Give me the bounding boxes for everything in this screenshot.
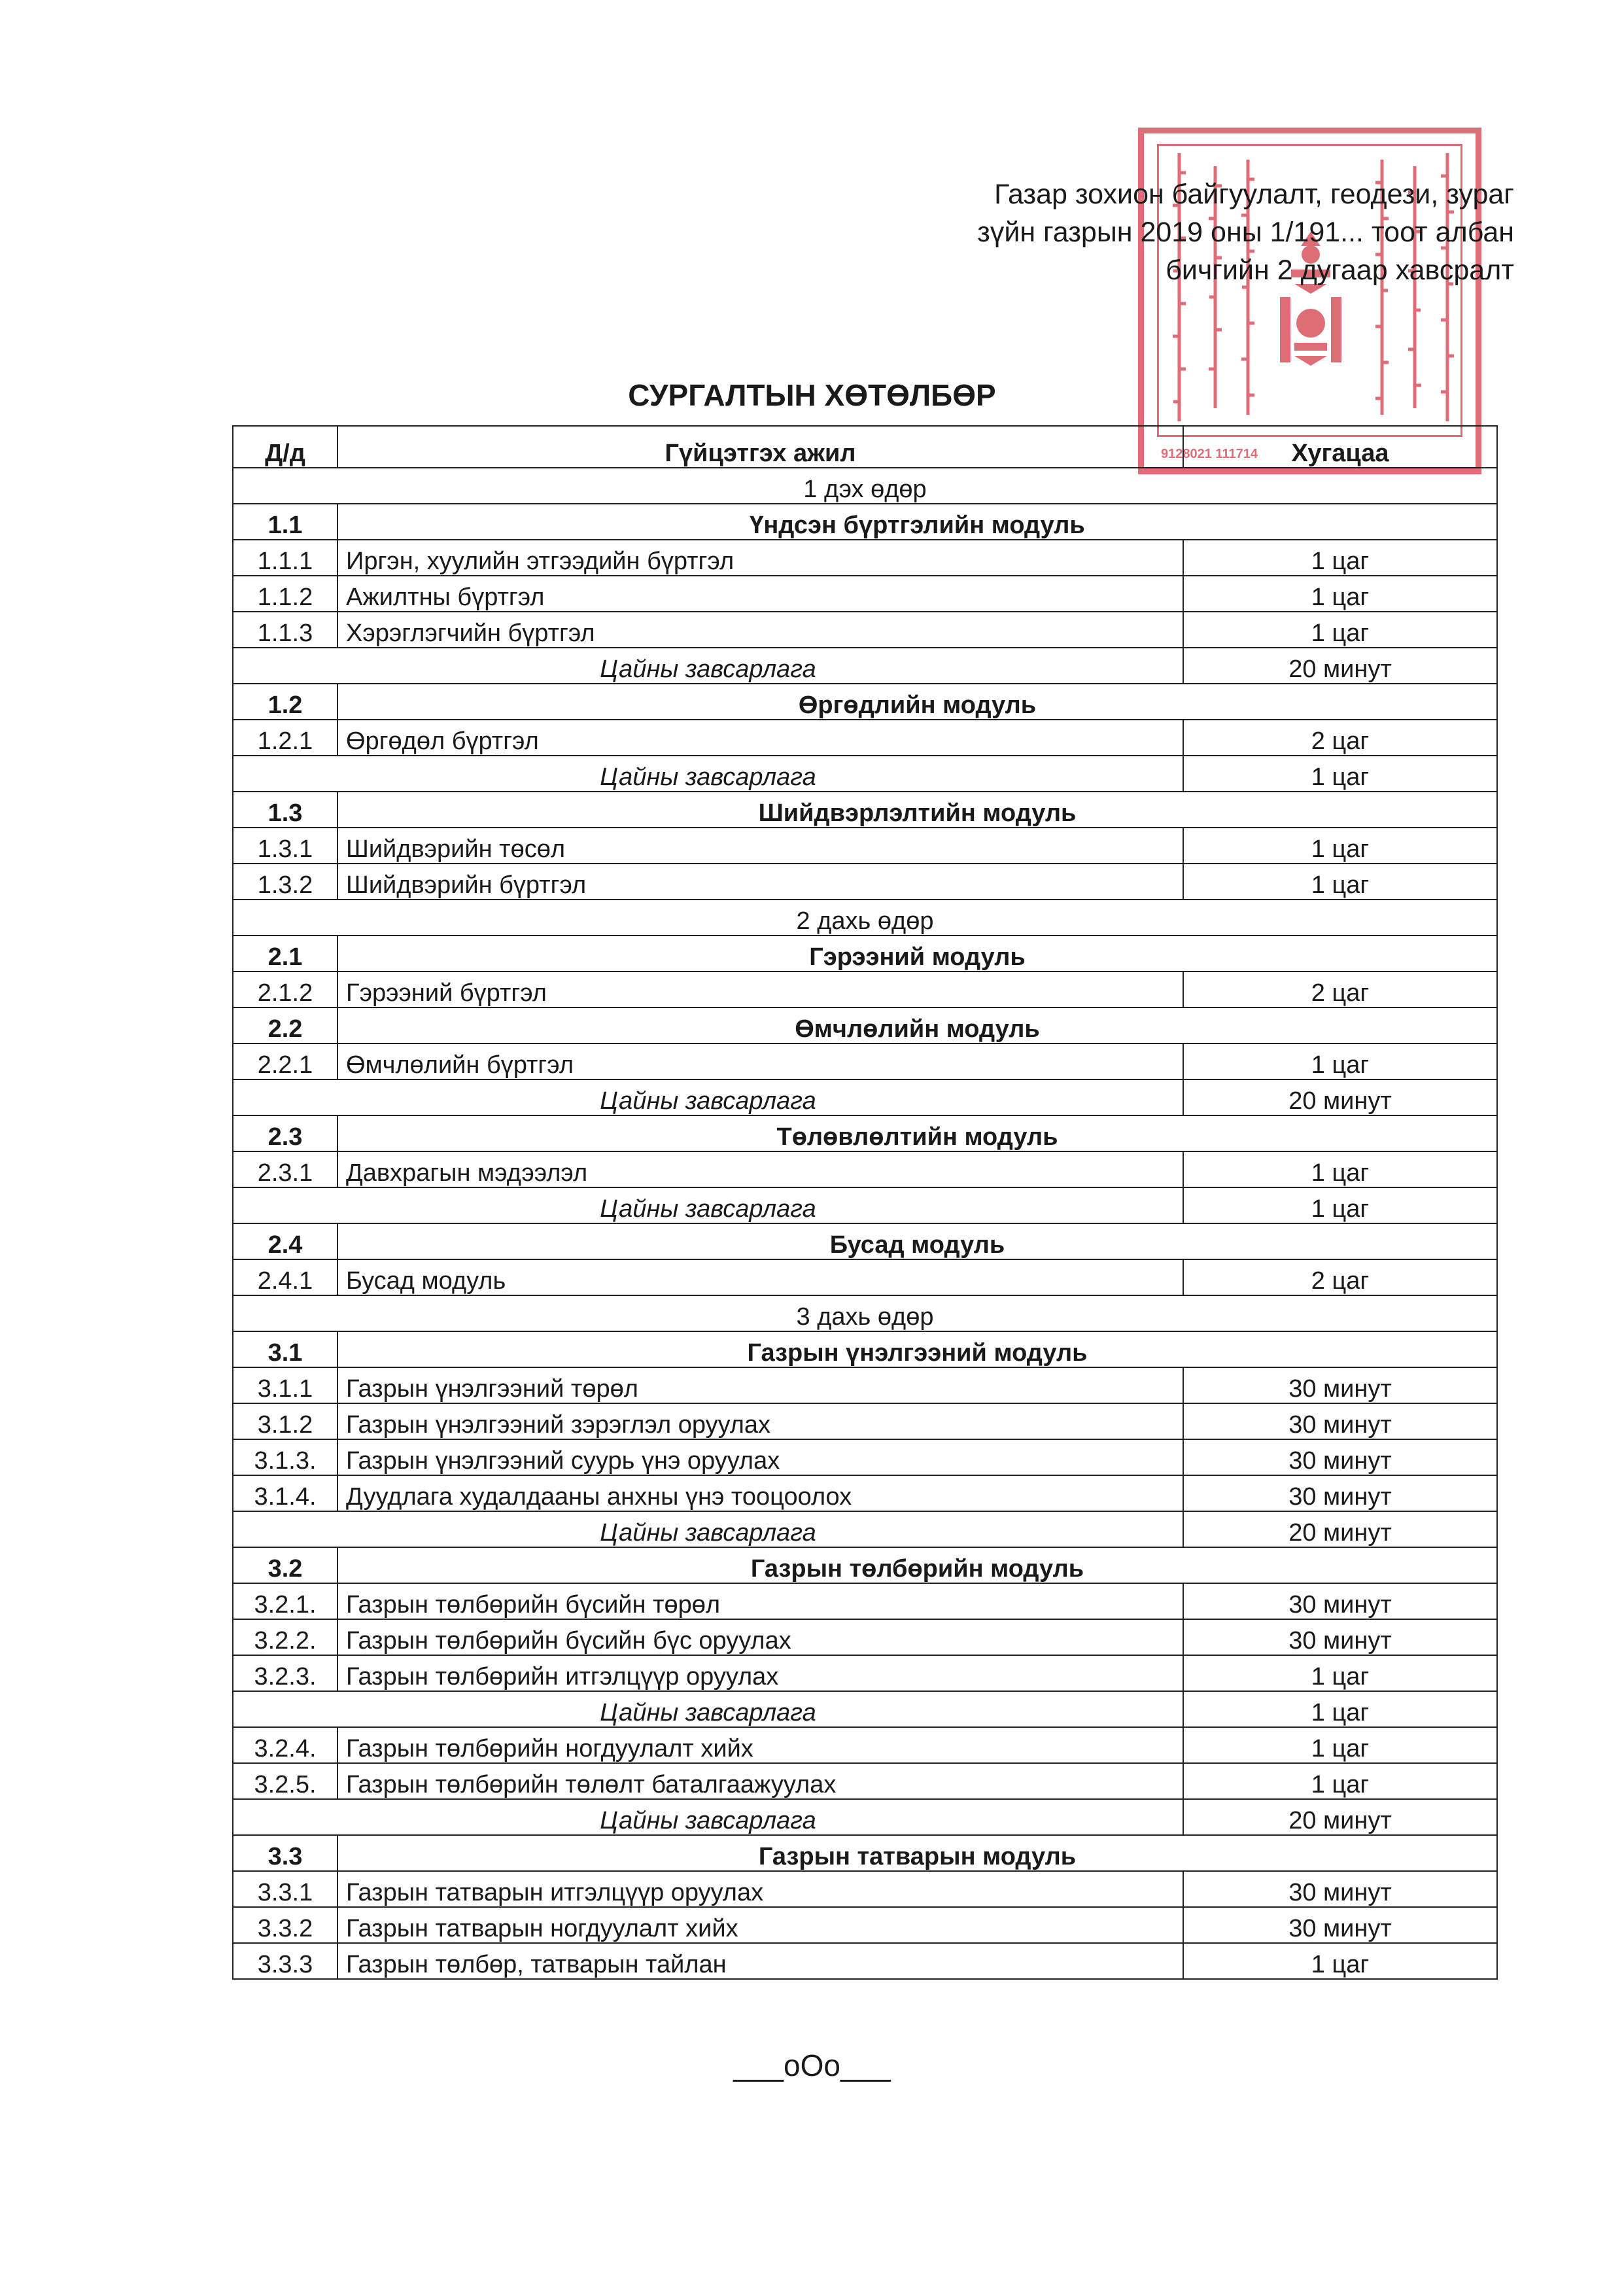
break-row: [233, 1187, 1497, 1223]
task-number: 2.1.2: [233, 972, 337, 1007]
table-row: [233, 1943, 1497, 1979]
attachment-header: [752, 175, 1514, 289]
break-label: Цайны завсарлага: [233, 1187, 1183, 1223]
module-number: 1.2: [233, 684, 337, 720]
task-duration: 2 цаг: [1183, 972, 1497, 1007]
task-duration: 1 цаг: [1183, 1943, 1497, 1979]
task-duration: 30 минут: [1183, 1583, 1497, 1619]
task-duration: 30 минут: [1183, 1403, 1497, 1439]
table-row: [233, 1907, 1497, 1943]
task-number: 2.2.1: [233, 1043, 337, 1079]
task-number: 3.2.1.: [233, 1583, 337, 1619]
module-row: [233, 1547, 1497, 1583]
table-row: [233, 576, 1497, 612]
day-label: 2 дахь өдөр: [233, 900, 1497, 936]
module-number: 2.1: [233, 936, 337, 972]
task-number: 1.1.1: [233, 540, 337, 576]
task-number: 3.3.2: [233, 1907, 337, 1943]
break-label: Цайны завсарлага: [233, 1079, 1183, 1115]
table-header-row: [233, 426, 1497, 468]
document-title: СУРГАЛТЫН ХӨТӨЛБӨР: [628, 378, 996, 412]
header-line-2: зүйн газрын 2019 оны 1/191... тоот албан: [977, 217, 1514, 248]
task-number: 3.1.2: [233, 1403, 337, 1439]
break-duration: 20 минут: [1183, 1799, 1497, 1835]
table-row: [233, 972, 1497, 1007]
table-row: [233, 1763, 1497, 1799]
task-duration: 30 минут: [1183, 1907, 1497, 1943]
header-line-1: Газар зохион байгуулалт, геодези, зураг: [994, 179, 1514, 210]
break-duration: 1 цаг: [1183, 756, 1497, 792]
stamp-numbers: 9128021 111714: [1161, 447, 1258, 461]
break-label: Цайны завсарлага: [233, 648, 1183, 684]
module-number: 1.3: [233, 792, 337, 828]
module-row: [233, 504, 1497, 540]
task-name: Газрын төлбөрийн бүсийн бүс оруулах: [337, 1619, 1183, 1655]
task-name: Газрын татварын итгэлцүүр оруулах: [337, 1871, 1183, 1907]
task-number: 3.2.2.: [233, 1619, 337, 1655]
break-duration: 20 минут: [1183, 1511, 1497, 1547]
task-duration: 1 цаг: [1183, 612, 1497, 648]
break-duration: 20 минут: [1183, 1079, 1497, 1115]
task-name: Газрын үнэлгээний суурь үнэ оруулах: [337, 1439, 1183, 1475]
column-header-number: Д/д: [233, 426, 337, 468]
day-label: 1 дэх өдөр: [233, 468, 1497, 504]
module-row: [233, 1835, 1497, 1871]
table-body: [233, 468, 1497, 1979]
table-row: [233, 1259, 1497, 1295]
break-duration: 20 минут: [1183, 648, 1497, 684]
task-name: Газрын төлбөрийн төлөлт баталгаажуулах: [337, 1763, 1183, 1799]
module-name: Гэрээний модуль: [337, 936, 1497, 972]
task-name: Давхрагын мэдээлэл: [337, 1151, 1183, 1187]
task-duration: 1 цаг: [1183, 1763, 1497, 1799]
task-name: Дуудлага худалдааны анхны үнэ тооцоолох: [337, 1475, 1183, 1511]
module-number: 3.1: [233, 1331, 337, 1367]
module-row: [233, 684, 1497, 720]
module-name: Газрын төлбөрийн модуль: [337, 1547, 1497, 1583]
module-row: [233, 1115, 1497, 1151]
task-name: Газрын төлбөрийн ногдуулалт хийх: [337, 1727, 1183, 1763]
break-label: Цайны завсарлага: [233, 1691, 1183, 1727]
module-name: Төлөвлөлтийн модуль: [337, 1115, 1497, 1151]
task-duration: 30 минут: [1183, 1619, 1497, 1655]
table-row: [233, 1871, 1497, 1907]
table-row: [233, 1583, 1497, 1619]
task-number: 1.3.1: [233, 828, 337, 864]
table-row: [233, 1367, 1497, 1403]
task-number: 1.3.2: [233, 864, 337, 900]
break-duration: 1 цаг: [1183, 1691, 1497, 1727]
break-row: [233, 1511, 1497, 1547]
header-line-3: бичгийн 2 дугаар хавсралт: [1166, 254, 1514, 286]
task-duration: 1 цаг: [1183, 1151, 1497, 1187]
task-number: 2.3.1: [233, 1151, 337, 1187]
module-number: 2.4: [233, 1223, 337, 1259]
table-row: [233, 1043, 1497, 1079]
module-name: Бусад модуль: [337, 1223, 1497, 1259]
module-row: [233, 1331, 1497, 1367]
task-name: Газрын үнэлгээний төрөл: [337, 1367, 1183, 1403]
table-row: [233, 864, 1497, 900]
column-header-duration: Хугацаа: [1183, 426, 1497, 468]
break-row: [233, 1799, 1497, 1835]
task-name: Хэрэглэгчийн бүртгэл: [337, 612, 1183, 648]
day-row: [233, 1295, 1497, 1331]
break-label: Цайны завсарлага: [233, 756, 1183, 792]
module-name: Өмчлөлийн модуль: [337, 1007, 1497, 1043]
module-name: Өргөдлийн модуль: [337, 684, 1497, 720]
task-duration: 1 цаг: [1183, 576, 1497, 612]
task-number: 3.2.5.: [233, 1763, 337, 1799]
table-row: [233, 540, 1497, 576]
day-label: 3 дахь өдөр: [233, 1295, 1497, 1331]
task-name: Ажилтны бүртгэл: [337, 576, 1183, 612]
task-number: 3.1.1: [233, 1367, 337, 1403]
task-number: 3.2.3.: [233, 1655, 337, 1691]
table-row: [233, 612, 1497, 648]
task-name: Газрын төлбөр, татварын тайлан: [337, 1943, 1183, 1979]
task-duration: 2 цаг: [1183, 720, 1497, 756]
end-mark: ___oOo___: [733, 2048, 891, 2082]
task-duration: 1 цаг: [1183, 1043, 1497, 1079]
task-name: Иргэн, хуулийн этгээдийн бүртгэл: [337, 540, 1183, 576]
module-number: 3.3: [233, 1835, 337, 1871]
task-name: Газрын төлбөрийн бүсийн төрөл: [337, 1583, 1183, 1619]
task-duration: 1 цаг: [1183, 1655, 1497, 1691]
task-number: 1.1.3: [233, 612, 337, 648]
task-name: Газрын төлбөрийн итгэлцүүр оруулах: [337, 1655, 1183, 1691]
task-name: Шийдвэрийн бүртгэл: [337, 864, 1183, 900]
task-number: 2.4.1: [233, 1259, 337, 1295]
task-number: 1.2.1: [233, 720, 337, 756]
module-number: 3.2: [233, 1547, 337, 1583]
task-duration: 1 цаг: [1183, 540, 1497, 576]
task-name: Газрын үнэлгээний зэрэглэл оруулах: [337, 1403, 1183, 1439]
break-row: [233, 756, 1497, 792]
day-row: [233, 468, 1497, 504]
table-row: [233, 1619, 1497, 1655]
task-name: Гэрээний бүртгэл: [337, 972, 1183, 1007]
table-row: [233, 1727, 1497, 1763]
table-row: [233, 828, 1497, 864]
break-label: Цайны завсарлага: [233, 1511, 1183, 1547]
table-row: [233, 1151, 1497, 1187]
day-row: [233, 900, 1497, 936]
module-row: [233, 936, 1497, 972]
module-name: Шийдвэрлэлтийн модуль: [337, 792, 1497, 828]
break-row: [233, 648, 1497, 684]
task-name: Бусад модуль: [337, 1259, 1183, 1295]
training-schedule-table: [232, 425, 1498, 1980]
break-label: Цайны завсарлага: [233, 1799, 1183, 1835]
task-duration: 1 цаг: [1183, 1727, 1497, 1763]
break-row: [233, 1691, 1497, 1727]
task-number: 1.1.2: [233, 576, 337, 612]
module-row: [233, 1007, 1497, 1043]
task-number: 3.1.3.: [233, 1439, 337, 1475]
task-duration: 1 цаг: [1183, 828, 1497, 864]
task-duration: 30 минут: [1183, 1439, 1497, 1475]
column-header-task: Гүйцэтгэх ажил: [337, 426, 1183, 468]
module-row: [233, 1223, 1497, 1259]
break-duration: 1 цаг: [1183, 1187, 1497, 1223]
task-duration: 30 минут: [1183, 1475, 1497, 1511]
task-duration: 30 минут: [1183, 1367, 1497, 1403]
module-number: 1.1: [233, 504, 337, 540]
task-number: 3.3.1: [233, 1871, 337, 1907]
table-row: [233, 720, 1497, 756]
task-number: 3.2.4.: [233, 1727, 337, 1763]
module-name: Газрын татварын модуль: [337, 1835, 1497, 1871]
table-row: [233, 1403, 1497, 1439]
module-row: [233, 792, 1497, 828]
task-duration: 30 минут: [1183, 1871, 1497, 1907]
task-number: 3.1.4.: [233, 1475, 337, 1511]
task-name: Шийдвэрийн төсөл: [337, 828, 1183, 864]
module-name: Үндсэн бүртгэлийн модуль: [337, 504, 1497, 540]
module-number: 2.2: [233, 1007, 337, 1043]
task-duration: 1 цаг: [1183, 864, 1497, 900]
module-name: Газрын үнэлгээний модуль: [337, 1331, 1497, 1367]
task-name: Өргөдөл бүртгэл: [337, 720, 1183, 756]
task-name: Өмчлөлийн бүртгэл: [337, 1043, 1183, 1079]
break-row: [233, 1079, 1497, 1115]
task-name: Газрын татварын ногдуулалт хийх: [337, 1907, 1183, 1943]
task-duration: 2 цаг: [1183, 1259, 1497, 1295]
table-row: [233, 1439, 1497, 1475]
task-number: 3.3.3: [233, 1943, 337, 1979]
table-row: [233, 1655, 1497, 1691]
module-number: 2.3: [233, 1115, 337, 1151]
table-row: [233, 1475, 1497, 1511]
